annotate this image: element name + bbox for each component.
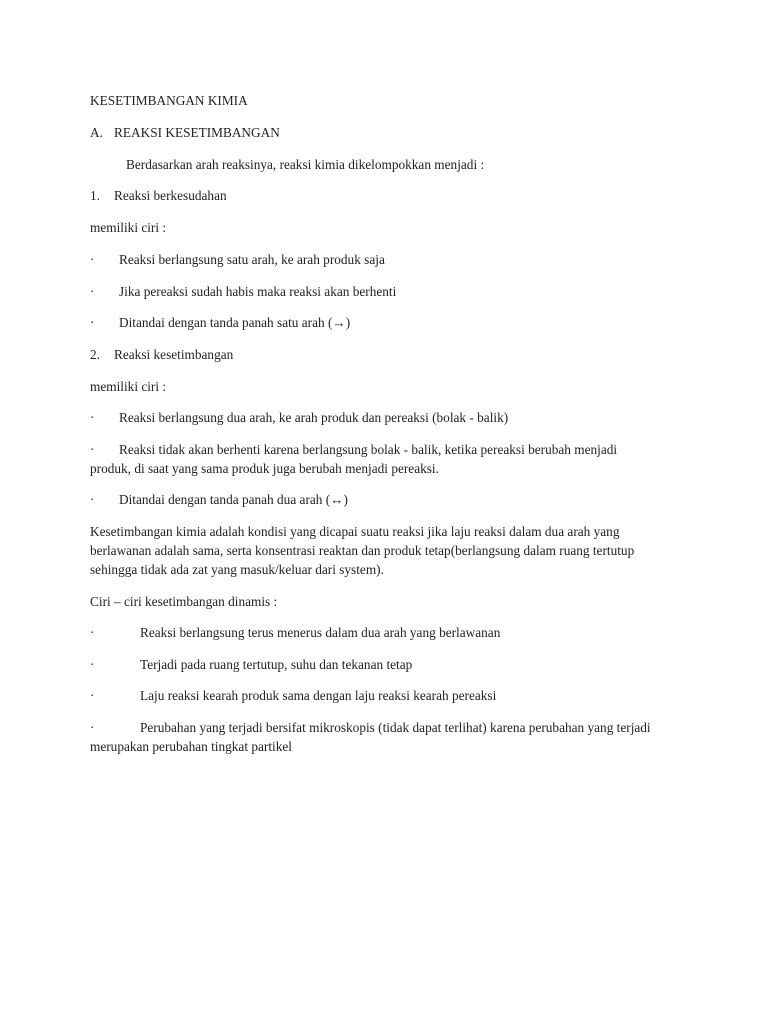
bullet: · xyxy=(90,410,95,425)
list-item-text: Reaksi berlangsung terus menerus dalam dua arah yang berlawanan xyxy=(140,625,501,640)
list-item-text: Reaksi tidak akan berhenti karena berlangsung bolak - balik, ketika pereaksi berubah menjadi xyxy=(119,442,618,457)
item-2-title: Reaksi kesetimbangan xyxy=(114,347,234,362)
list-item xyxy=(90,624,501,642)
bullet: · xyxy=(90,625,95,640)
definition-line: sehingga tidak ada zat yang masuk/keluar dari system). xyxy=(90,562,384,577)
list-item-text: Terjadi pada ruang tertutup, suhu dan tekanan tetap xyxy=(140,657,413,672)
list-item-text: Ditandai dengan tanda panah satu arah (→) xyxy=(119,315,351,330)
dinamis-heading: Ciri – ciri kesetimbangan dinamis : xyxy=(90,594,278,609)
definition-line: berlawanan adalah sama, serta konsentrasi reaktan dan produk tetap(berlangsung dalam ruang tertutup xyxy=(90,543,635,558)
section-a-title: REAKSI KESETIMBANGAN xyxy=(114,125,280,140)
section-a-heading xyxy=(90,124,280,142)
item-1-ciri-label: memiliki ciri : xyxy=(90,220,167,235)
list-item xyxy=(90,283,397,301)
bullet: · xyxy=(90,657,95,672)
list-item-text: Reaksi berlangsung dua arah, ke arah produk dan pereaksi (bolak - balik) xyxy=(119,410,509,425)
item-2-ciri-label: memiliki ciri : xyxy=(90,379,167,394)
list-item xyxy=(90,441,618,459)
list-item-text: Ditandai dengan tanda panah dua arah (↔) xyxy=(119,492,348,507)
bullet: · xyxy=(90,442,95,457)
document-title: KESETIMBANGAN KIMIA xyxy=(90,93,248,108)
list-item xyxy=(90,719,651,737)
bullet: · xyxy=(90,688,95,703)
bullet: · xyxy=(90,315,95,330)
intro-paragraph: Berdasarkan arah reaksinya, reaksi kimia dikelompokkan menjadi : xyxy=(126,157,485,172)
list-item-text: Perubahan yang terjadi bersifat mikroskopis (tidak dapat terlihat) karena perubahan yang terjadi xyxy=(140,720,651,735)
list-item-continuation: merupakan perubahan tingkat partikel xyxy=(90,739,292,754)
item-1-heading xyxy=(90,187,227,205)
item-1-marker: 1. xyxy=(90,188,100,203)
list-item xyxy=(90,314,351,332)
definition-line: Kesetimbangan kimia adalah kondisi yang dicapai suatu reaksi jika laju reaksi dalam dua arah yang xyxy=(90,524,620,539)
list-item-text: Laju reaksi kearah produk sama dengan laju reaksi kearah pereaksi xyxy=(140,688,497,703)
bullet: · xyxy=(90,720,95,735)
list-item xyxy=(90,656,413,674)
bullet: · xyxy=(90,284,95,299)
list-item-continuation: produk, di saat yang sama produk juga berubah menjadi pereaksi. xyxy=(90,461,439,476)
item-2-heading xyxy=(90,346,234,364)
list-item xyxy=(90,491,348,509)
list-item-text: Jika pereaksi sudah habis maka reaksi akan berhenti xyxy=(119,284,397,299)
list-item-text: Reaksi berlangsung satu arah, ke arah produk saja xyxy=(119,252,385,267)
list-item xyxy=(90,251,385,269)
bullet: · xyxy=(90,492,95,507)
section-a-marker: A. xyxy=(90,125,103,140)
item-2-marker: 2. xyxy=(90,347,100,362)
list-item xyxy=(90,409,509,427)
item-1-title: Reaksi berkesudahan xyxy=(114,188,227,203)
bullet: · xyxy=(90,252,95,267)
list-item xyxy=(90,687,497,705)
